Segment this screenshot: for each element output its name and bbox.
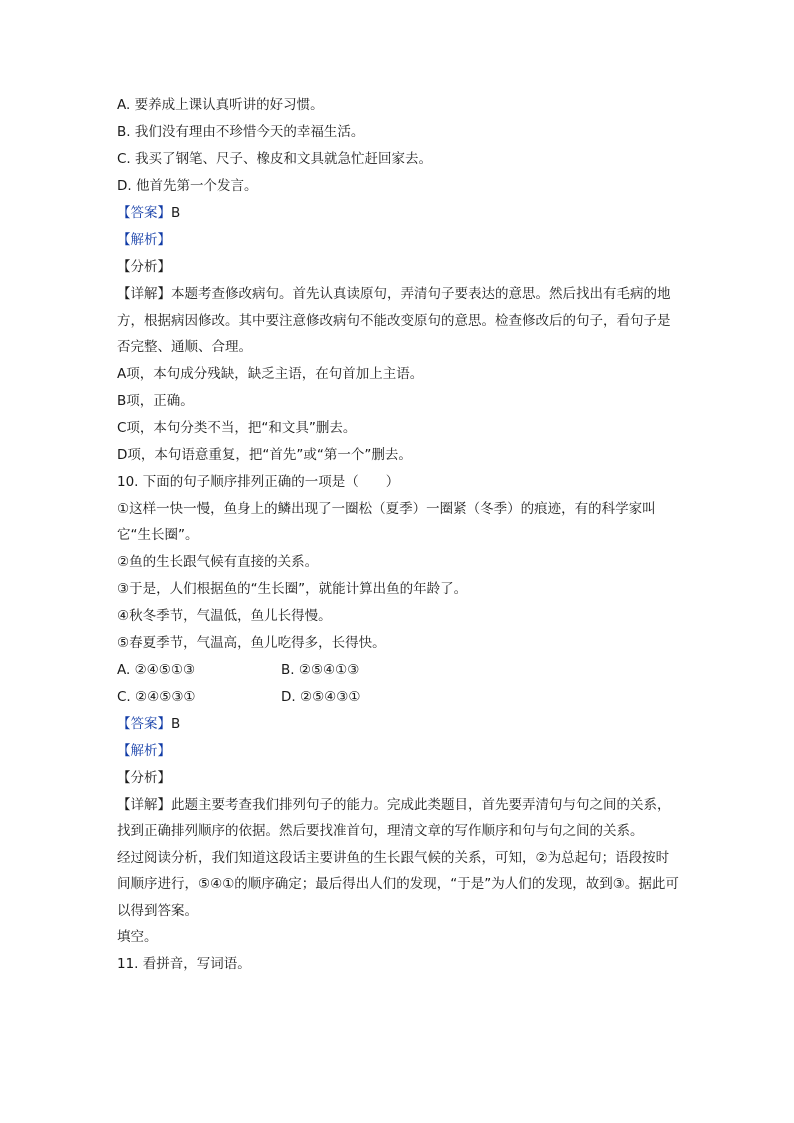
- q9-detail: [117, 281, 682, 361]
- answer-tag: 【答案】: [117, 715, 171, 732]
- detail-tag: 【详解】: [117, 286, 171, 302]
- q10-sentence-1: ①这样一快一慢，鱼身上的鳞出现了一圈松（夏季）一圈紧（冬季）的痕迹，有的科学家叫它“生长圈”。: [117, 500, 656, 543]
- q9-option-a: A. 要养成上课认真听讲的好习惯。: [117, 97, 324, 113]
- q10-sentence-2: ②鱼的生长跟气候有直接的关系。: [117, 553, 319, 570]
- q10-option-d: D. ②⑤④③①: [281, 688, 361, 705]
- answer-value: B: [171, 205, 181, 221]
- q9-option-d: D. 他首先第一个发言。: [117, 178, 258, 194]
- q10-option-a: A. ②④⑤①③: [117, 661, 196, 678]
- q10-options-row-1: [117, 657, 682, 684]
- q10-option-c: C. ②④⑤③①: [117, 688, 196, 705]
- q10-sentence-4: ④秋冬季节，气温低，鱼儿长得慢。: [117, 607, 332, 624]
- q10-question: 10. 下面的句子顺序排列正确的一项是（ ）: [117, 473, 400, 490]
- q9-option-b: B. 我们没有理由不珍惜今天的幸福生活。: [117, 124, 365, 140]
- q10-sentence-3: ③于是，人们根据鱼的“生长圈”，就能计算出鱼的年龄了。: [117, 580, 468, 597]
- answer-tag: 【答案】: [117, 205, 171, 221]
- q11-question: 11. 看拼音，写词语。: [117, 956, 251, 972]
- q10-sentence-5: ⑤春夏季节，气温高，鱼儿吃得多，长得快。: [117, 634, 386, 651]
- section-heading: 填空。: [117, 929, 158, 945]
- q9-analysis-tag: 【解析】: [117, 232, 171, 248]
- q9-option-c: C. 我买了钢笔、尺子、橡皮和文具就急忙赶回家去。: [117, 151, 433, 167]
- q10-fenxi-tag: 【分析】: [117, 769, 171, 786]
- q9-item-a: A项，本句成分残缺，缺乏主语，在句首加上主语。: [117, 365, 424, 382]
- answer-value: B: [171, 715, 181, 732]
- q9-item-c: C项，本句分类不当，把“和文具”删去。: [117, 419, 357, 436]
- q9-item-d: D项，本句语意重复，把“首先”或“第一个”删去。: [117, 446, 412, 463]
- q10-detail: [117, 792, 682, 845]
- detail-tag: 【详解】: [117, 796, 171, 813]
- q9-fenxi-tag: 【分析】: [117, 259, 171, 275]
- q10-option-b: B. ②⑤④①③: [281, 661, 360, 678]
- q10-analysis-tag: 【解析】: [117, 742, 171, 759]
- q10-answer: [117, 711, 682, 738]
- detail-text: 本题考查修改病句。首先认真读原句，弄清句子要表达的意思。然后找出有毛病的地方，根据病因修改。其中要注意修改病句不能改变原句的意思。检查修改后的句子，看句子是否完整、通顺、合理。: [117, 286, 671, 355]
- document-page: [117, 92, 682, 978]
- q9-answer: [117, 200, 682, 227]
- q10-reasoning: 经过阅读分析，我们知道这段话主要讲鱼的生长跟气候的关系，可知，②为总起句；语段按时间顺序进行，⑤④①的顺序确定；最后得出人们的发现，“于是”为人们的发现，故到③。据此可以得到答案。: [117, 849, 679, 919]
- q10-options-row-2: [117, 684, 682, 711]
- detail-text: 此题主要考查我们排列句子的能力。完成此类题目，首先要弄清句与句之间的关系，找到正确排列顺序的依据。然后要找准首句，理清文章的写作顺序和句与句之间的关系。: [117, 796, 671, 839]
- q9-item-b: B项，正确。: [117, 392, 194, 409]
